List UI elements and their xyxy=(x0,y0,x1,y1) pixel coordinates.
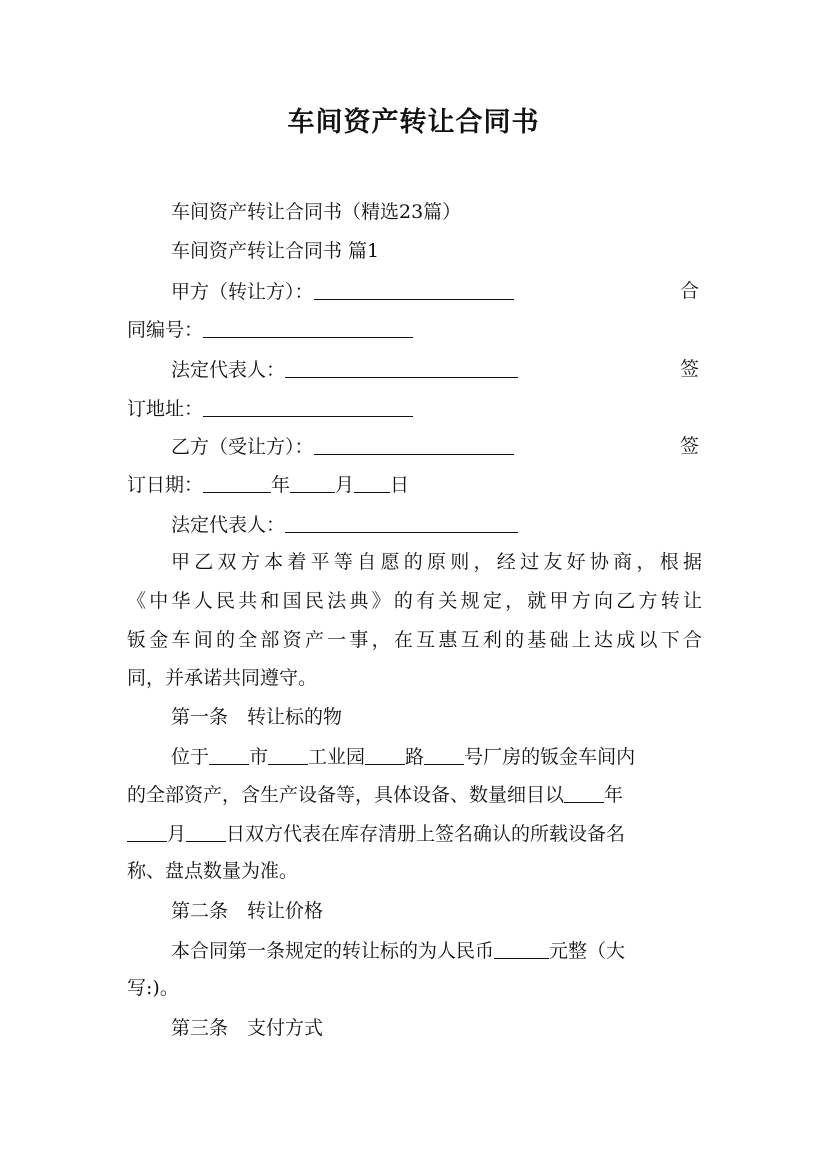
contract-no-line xyxy=(127,315,702,344)
sign-place-prefix: 签 xyxy=(680,358,700,380)
article-2-line-1 xyxy=(171,936,702,965)
sign-place-label: 订地址： xyxy=(127,398,204,420)
preamble-line-1: 甲乙双方本着平等自愿的原则，经过友好协商，根据 xyxy=(171,551,702,573)
section-heading: 车间资产转让合同书 篇1 xyxy=(171,240,380,262)
inventory-text: 日双方代表在库存清册上签名确认的所载设备名 xyxy=(226,823,626,845)
preamble-line-3: 钣金车间的全部资产一事，在互惠互利的基础上达成以下合 xyxy=(127,629,702,651)
inventory-month-blank[interactable] xyxy=(127,819,167,842)
article-1-line-3 xyxy=(127,819,702,848)
number-blank[interactable] xyxy=(424,742,464,765)
party-b-line xyxy=(171,432,702,461)
legal-rep-a-label: 法定代表人： xyxy=(171,359,286,381)
article-1-heading: 第一条 转让标的物 xyxy=(171,706,343,728)
city-label: 市 xyxy=(249,746,269,768)
assets-text: 的全部资产，含生产设备等，具体设备、数量细目以 xyxy=(127,784,565,806)
price-unit-text: 元整（大 xyxy=(549,940,626,962)
park-blank[interactable] xyxy=(268,742,308,765)
sign-place-line xyxy=(127,394,702,423)
party-a-label: 甲方（转让方）： xyxy=(171,281,314,303)
inventory-month-label: 月 xyxy=(167,823,187,845)
sign-day-blank[interactable] xyxy=(354,470,390,493)
contract-no-blank[interactable] xyxy=(203,315,413,338)
inventory-day-blank[interactable] xyxy=(186,819,226,842)
inventory-year-blank[interactable] xyxy=(564,780,604,803)
sign-date-line xyxy=(127,470,702,499)
sign-month-blank[interactable] xyxy=(290,470,335,493)
article-1-line-4: 称、盘点数量为准。 xyxy=(127,860,299,882)
sign-date-prefix: 签 xyxy=(680,435,700,457)
article-1-line-1 xyxy=(171,742,702,771)
price-text: 本合同第一条规定的转让标的为人民币 xyxy=(171,940,495,962)
price-blank[interactable] xyxy=(494,936,549,959)
sign-year-blank[interactable] xyxy=(203,470,271,493)
preamble-line-2: 《中华人民共和国民法典》的有关规定，就甲方向乙方转让 xyxy=(127,590,702,612)
document-title: 车间资产转让合同书 xyxy=(287,107,540,138)
road-blank[interactable] xyxy=(365,742,405,765)
workshop-text: 号厂房的钣金车间内 xyxy=(464,746,636,768)
legal-rep-b-line xyxy=(171,510,702,539)
article-2-heading: 第二条 转让价格 xyxy=(171,900,324,922)
road-label: 路 xyxy=(405,746,425,768)
party-a-blank[interactable] xyxy=(314,277,514,300)
article-1-line-2 xyxy=(127,780,702,809)
party-a-line xyxy=(171,277,702,306)
location-label: 位于 xyxy=(171,746,210,768)
inventory-year-label: 年 xyxy=(604,784,624,806)
year-label: 年 xyxy=(271,474,291,496)
contract-no-prefix: 合 xyxy=(680,280,700,302)
party-b-blank[interactable] xyxy=(314,432,514,455)
day-label: 日 xyxy=(390,474,410,496)
month-label: 月 xyxy=(335,474,355,496)
article-2-line-2: 写:)。 xyxy=(127,977,179,999)
subtitle: 车间资产转让合同书（精选23篇） xyxy=(171,201,462,223)
contract-no-label: 同编号： xyxy=(127,319,204,341)
preamble-line-4: 同，并承诺共同遵守。 xyxy=(127,667,318,689)
park-label: 工业园 xyxy=(308,746,366,768)
sign-date-label: 订日期： xyxy=(127,474,204,496)
legal-rep-b-label: 法定代表人： xyxy=(171,514,286,536)
sign-place-blank[interactable] xyxy=(203,394,413,417)
legal-rep-a-line xyxy=(171,355,702,384)
article-3-heading: 第三条 支付方式 xyxy=(171,1017,324,1039)
city-blank[interactable] xyxy=(209,742,249,765)
party-b-label: 乙方（受让方）： xyxy=(171,436,314,458)
legal-rep-a-blank[interactable] xyxy=(285,355,518,378)
legal-rep-b-blank[interactable] xyxy=(285,510,518,533)
